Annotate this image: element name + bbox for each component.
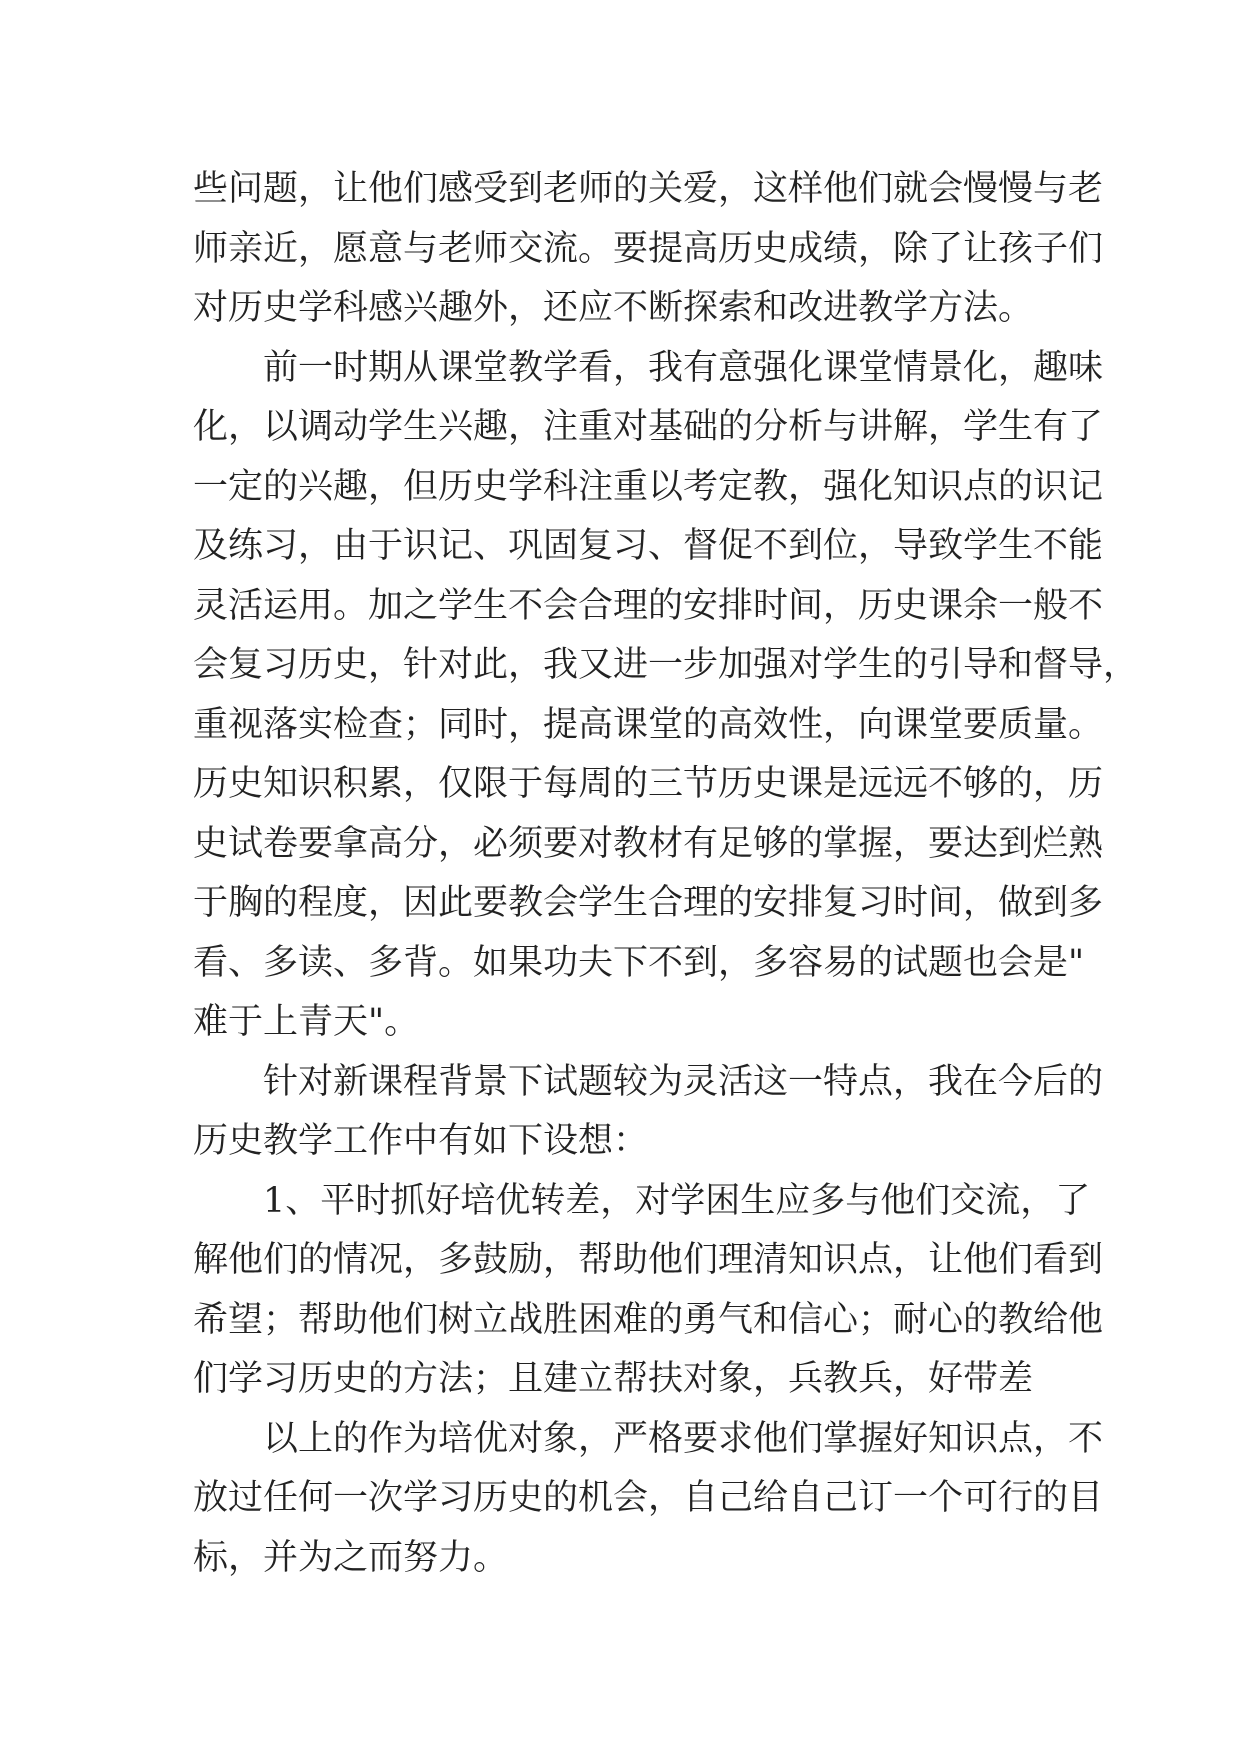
text-line: 史试卷要拿高分，必须要对教材有足够的掌握，要达到烂熟 — [193, 823, 1104, 864]
text-line: 些问题，让他们感受到老师的关爱，这样他们就会慢慢与老 — [193, 169, 1104, 209]
text-line: 及练习，由于识记、巩固复习、督促不到位，导致学生不能 — [193, 526, 1104, 566]
text-line: 以上的作为培优对象，严格要求他们掌握好知识点，不 — [263, 1418, 1104, 1459]
text-line: 看、多读、多背。如果功夫下不到，多容易的试题也会是" — [193, 942, 1085, 983]
text-line: 针对新课程背景下试题较为灵活这一特点，我在今后的 — [263, 1061, 1104, 1102]
text-line: 历史知识积累，仅限于每周的三节历史课是远远不够的，历 — [193, 764, 1104, 804]
text-line: 1、平时抓好培优转差，对学困生应多与他们交流，了 — [263, 1180, 1091, 1221]
text-line: 重视落实检查；同时，提高课堂的高效性，向课堂要质量。 — [193, 704, 1104, 745]
text-line: 师亲近，愿意与老师交流。要提高历史成绩，除了让孩子们 — [193, 228, 1104, 269]
text-line: 对历史学科感兴趣外，还应不断探索和改进教学方法。 — [193, 288, 1034, 328]
body-text — [193, 160, 1139, 1588]
text-line: 们学习历史的方法；且建立帮扶对象，兵教兵，好带差 — [193, 1359, 1034, 1399]
text-line: 历史教学工作中有如下设想： — [193, 1121, 649, 1161]
text-line: 一定的兴趣，但历史学科注重以考定教，强化知识点的识记 — [193, 466, 1104, 507]
text-line: 会复习历史，针对此，我又进一步加强对学生的引导和督导， — [193, 645, 1139, 685]
text-line: 标，并为之而努力。 — [193, 1537, 509, 1578]
text-line: 放过任何一次学习历史的机会，自己给自己订一个可行的目 — [193, 1478, 1104, 1518]
text-line: 前一时期从课堂教学看，我有意强化课堂情景化，趣味 — [263, 347, 1104, 388]
text-line: 希望；帮助他们树立战胜困难的勇气和信心；耐心的教给他 — [193, 1299, 1104, 1340]
text-line: 于胸的程度，因此要教会学生合理的安排复习时间，做到多 — [193, 883, 1104, 923]
text-line: 解他们的情况，多鼓励，帮助他们理清知识点，让他们看到 — [193, 1240, 1104, 1280]
text-line: 难于上青天"。 — [193, 1002, 420, 1042]
text-line: 化，以调动学生兴趣，注重对基础的分析与讲解，学生有了 — [193, 407, 1104, 447]
text-line: 灵活运用。加之学生不会合理的安排时间，历史课余一般不 — [193, 585, 1104, 626]
